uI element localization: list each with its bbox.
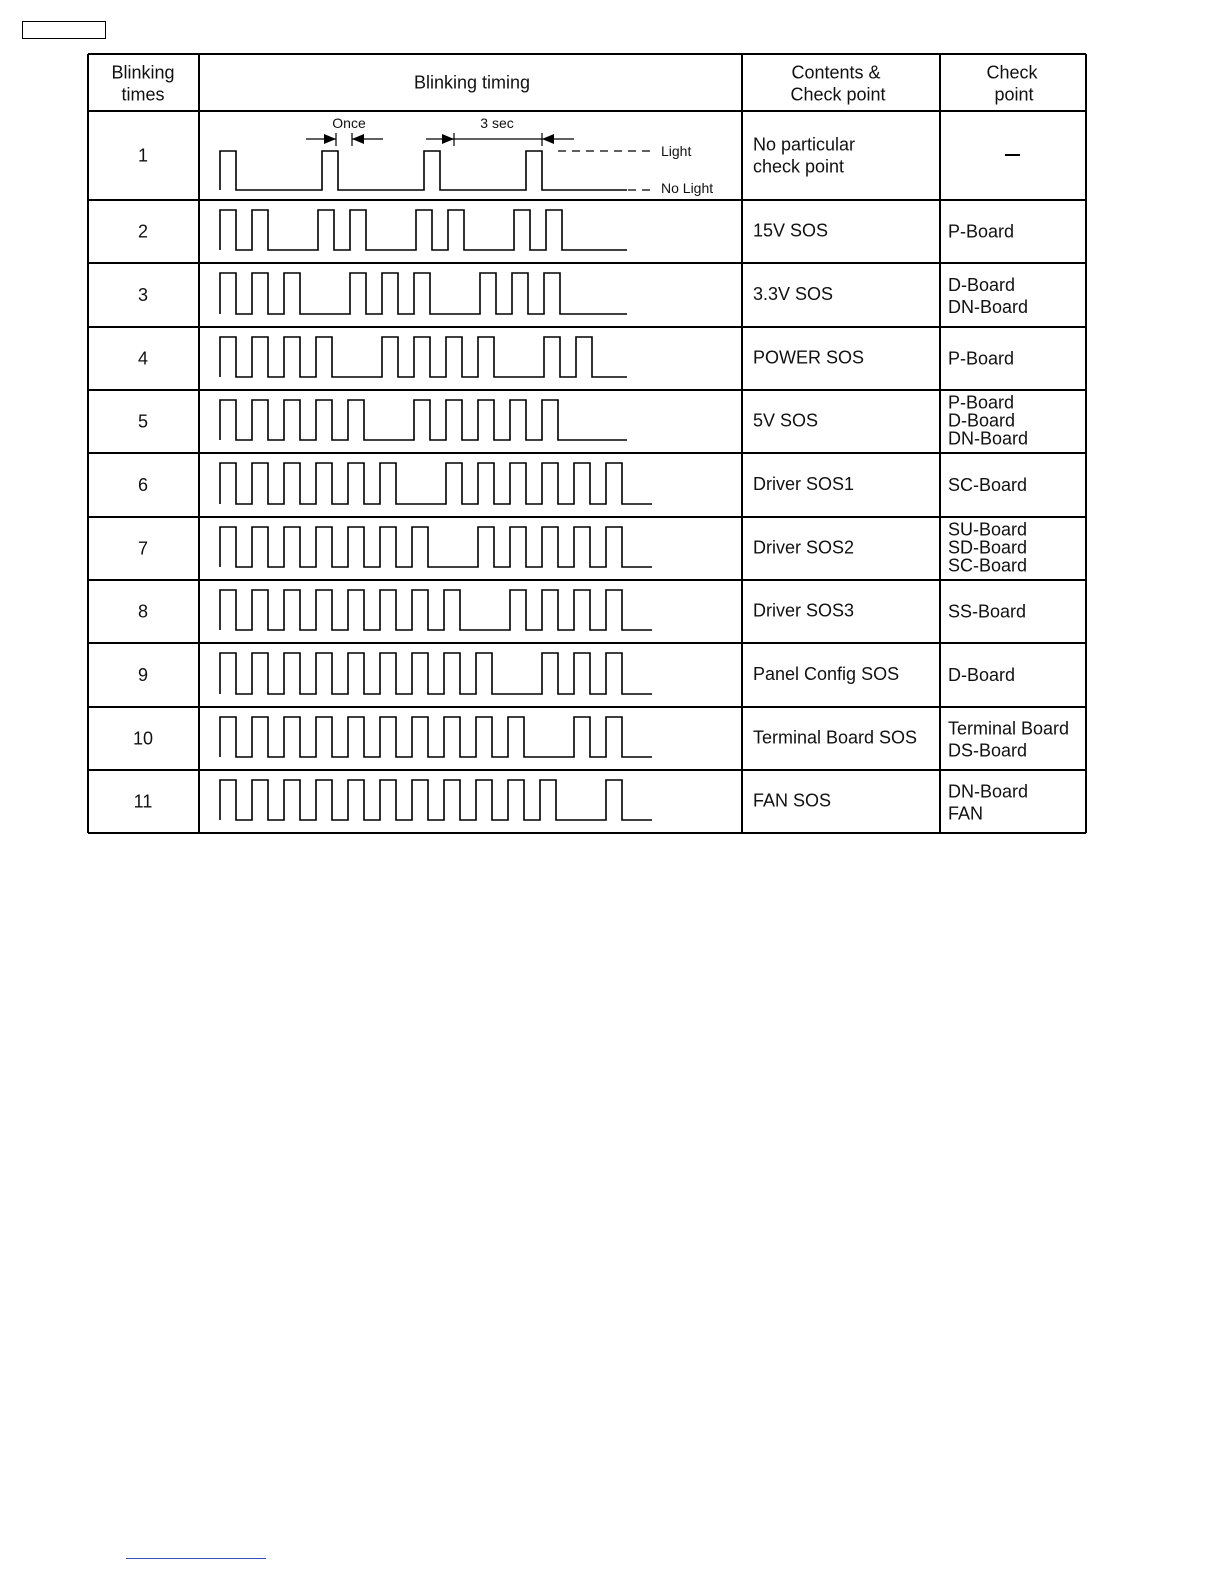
legend-once-arrowhead — [324, 134, 336, 144]
row-check: SD-Board — [948, 537, 1028, 558]
row-content: 15V SOS — [753, 220, 829, 241]
row-blinking-times: 10 — [132, 728, 154, 749]
waveform — [220, 337, 627, 377]
legend-interval: 3 sec — [480, 115, 514, 131]
legend-once: Once — [332, 115, 366, 131]
row-check: D-Board — [948, 275, 1016, 295]
row-blinking-times: 8 — [137, 601, 149, 622]
row-check: Terminal Board — [948, 718, 1070, 739]
row-check: P-Board — [948, 392, 1015, 413]
waveform — [220, 527, 652, 567]
row-blinking-times: 11 — [133, 791, 153, 812]
header-contents: Check point — [790, 84, 886, 105]
row-blinking-times: 4 — [137, 348, 149, 369]
row-blinking-times: 7 — [137, 538, 149, 559]
row-check: DN-Board — [948, 428, 1029, 449]
row-content: Driver SOS2 — [753, 537, 855, 558]
header-contents: Contents & — [791, 62, 881, 83]
legend-no-light: No Light — [661, 180, 714, 196]
row-blinking-times: 2 — [137, 221, 149, 242]
row-blinking-times: 1 — [137, 145, 149, 166]
row-check: D-Board — [948, 665, 1016, 685]
legend-once-arrowhead — [352, 134, 364, 144]
waveform — [220, 590, 652, 630]
row-blinking-times: 9 — [137, 665, 149, 685]
waveform — [220, 780, 652, 820]
row-content: Terminal Board SOS — [753, 727, 918, 748]
waveform — [220, 400, 627, 440]
header-blinking-timing: Blinking timing — [413, 72, 531, 93]
row-content: 3.3V SOS — [753, 284, 834, 304]
row-content: Driver SOS1 — [753, 474, 855, 494]
row-check: FAN — [948, 803, 984, 824]
header-check-point: point — [994, 84, 1034, 105]
header-check-point: Check — [986, 62, 1038, 83]
waveform — [220, 653, 652, 694]
row-check: SS-Board — [948, 601, 1027, 622]
row-content: 5V SOS — [753, 410, 819, 431]
row-content: Panel Config SOS — [753, 664, 900, 684]
row-blinking-times: 3 — [137, 285, 149, 305]
legend-interval-arrowhead — [542, 134, 554, 144]
row-content: Driver SOS3 — [753, 600, 855, 621]
row-check-text: – — [1011, 157, 1013, 158]
row-content: check point — [753, 156, 845, 177]
row-check: DN-Board — [948, 781, 1029, 802]
row-check: SU-Board — [948, 519, 1028, 540]
row-content: FAN SOS — [753, 790, 832, 811]
row-check: DS-Board — [948, 740, 1028, 761]
row-check: DN-Board — [948, 297, 1029, 317]
waveform — [220, 210, 627, 250]
waveform — [220, 463, 652, 504]
row-check: SC-Board — [948, 555, 1028, 576]
row-content: No particular — [753, 134, 856, 155]
row-check: P-Board — [948, 348, 1015, 369]
header-blinking-times: times — [121, 84, 165, 105]
row-blinking-times: 6 — [137, 475, 149, 495]
waveform — [220, 717, 652, 757]
row-blinking-times: 5 — [137, 411, 149, 432]
header-blinking-times: Blinking — [111, 62, 175, 83]
legend-interval-arrowhead — [442, 134, 454, 144]
footer-link-underline — [126, 1558, 266, 1559]
waveform — [220, 151, 627, 190]
row-check: P-Board — [948, 221, 1015, 242]
row-check: D-Board — [948, 410, 1016, 431]
waveform — [220, 273, 627, 314]
row-content: POWER SOS — [753, 347, 865, 368]
legend-light: Light — [661, 143, 692, 159]
row-check: SC-Board — [948, 475, 1028, 495]
